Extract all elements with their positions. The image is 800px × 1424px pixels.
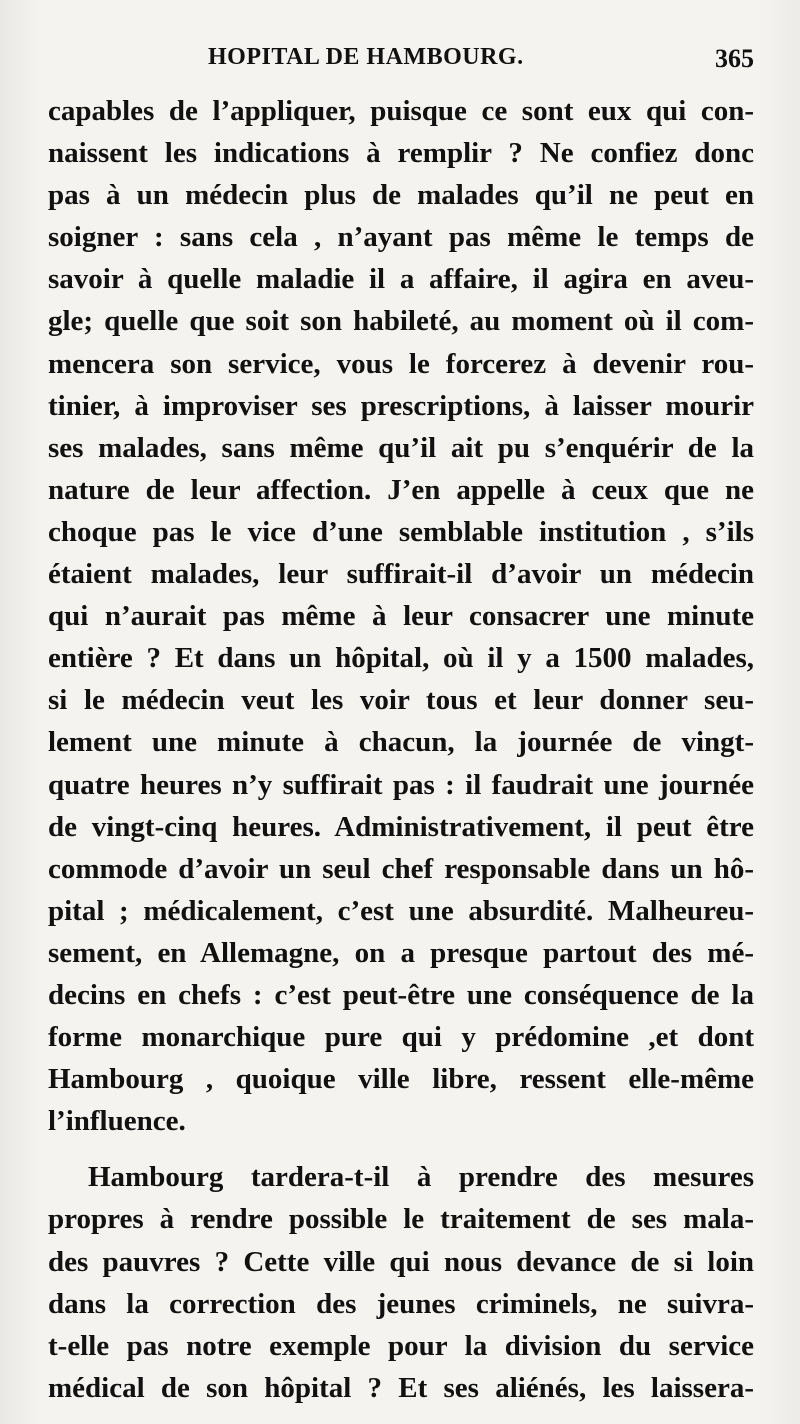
paragraph-2 [48,1156,754,1409]
paragraph-1 [48,90,754,1142]
text-line: gle; quelle que soit son habileté, au moment où il com- [48,305,754,338]
text-line: de vingt-cinq heures. Administrativement, il peut être [48,810,754,843]
text-line: qui n’aurait pas même à leur consacrer une minute [48,600,754,633]
text-line: soigner : sans cela , n’ayant pas même le temps de [48,221,754,254]
text-line: mencera son service, vous le forcerez à devenir rou- [48,347,754,380]
text-line: naissent les indications à remplir ? Ne confiez donc [48,137,754,170]
text-line: médical de son hôpital ? Et ses aliénés, les laissera- [48,1371,754,1404]
text-line: dans la correction des jeunes criminels, ne suivra- [48,1287,754,1320]
text-line: lement une minute à chacun, la journée de vingt- [48,726,754,759]
page-number: 365 [715,44,754,73]
text-line: commode d’avoir un seul chef responsable dans un hô- [48,852,754,885]
text-line: tinier, à improviser ses prescriptions, à laisser mourir [48,389,754,422]
text-line: sement, en Allemagne, on a presque partout des mé- [48,936,754,969]
text-line: t-elle pas notre exemple pour la division du service [48,1329,754,1362]
text-line: choque pas le vice d’une semblable institution , s’ils [48,515,754,548]
text-line: Hambourg , quoique ville libre, ressent elle-même [48,1063,754,1096]
text-line: ses malades, sans même qu’il ait pu s’enquérir de la [48,431,754,464]
text-line: forme monarchique pure qui y prédomine ,et dont [48,1021,754,1054]
text-line: savoir à quelle maladie il a affaire, il agira en aveu- [48,263,754,296]
text-line: decins en chefs : c’est peut-être une conséquence de la [48,978,754,1011]
page-header [48,44,754,84]
text-line: Hambourg tardera-t-il à prendre des mesures [88,1161,754,1194]
text-line: pital ; médicalement, c’est une absurdité. Malheureu- [48,894,754,927]
text-line: des pauvres ? Cette ville qui nous devance de si loin [48,1245,754,1278]
text-line: pas à un médecin plus de malades qu’il ne peut en [48,179,754,212]
running-title: HOPITAL DE HAMBOURG. [208,44,524,70]
text-line: quatre heures n’y suffirait pas : il faudrait une journée [48,768,754,801]
text-line: propres à rendre possible le traitement de ses mala- [48,1203,754,1236]
text-line: nature de leur affection. J’en appelle à ceux que ne [48,473,754,506]
text-line: étaient malades, leur suffirait-il d’avoir un médecin [48,558,754,591]
body-text [48,90,754,1409]
text-line: entière ? Et dans un hôpital, où il y a 1500 malades, [48,642,754,675]
paragraph-gap [48,1142,754,1156]
text-line: si le médecin veut les voir tous et leur donner seu- [48,684,754,717]
text-line: l’influence. [48,1105,186,1138]
text-line: capables de l’appliquer, puisque ce sont eux qui con- [48,95,754,127]
